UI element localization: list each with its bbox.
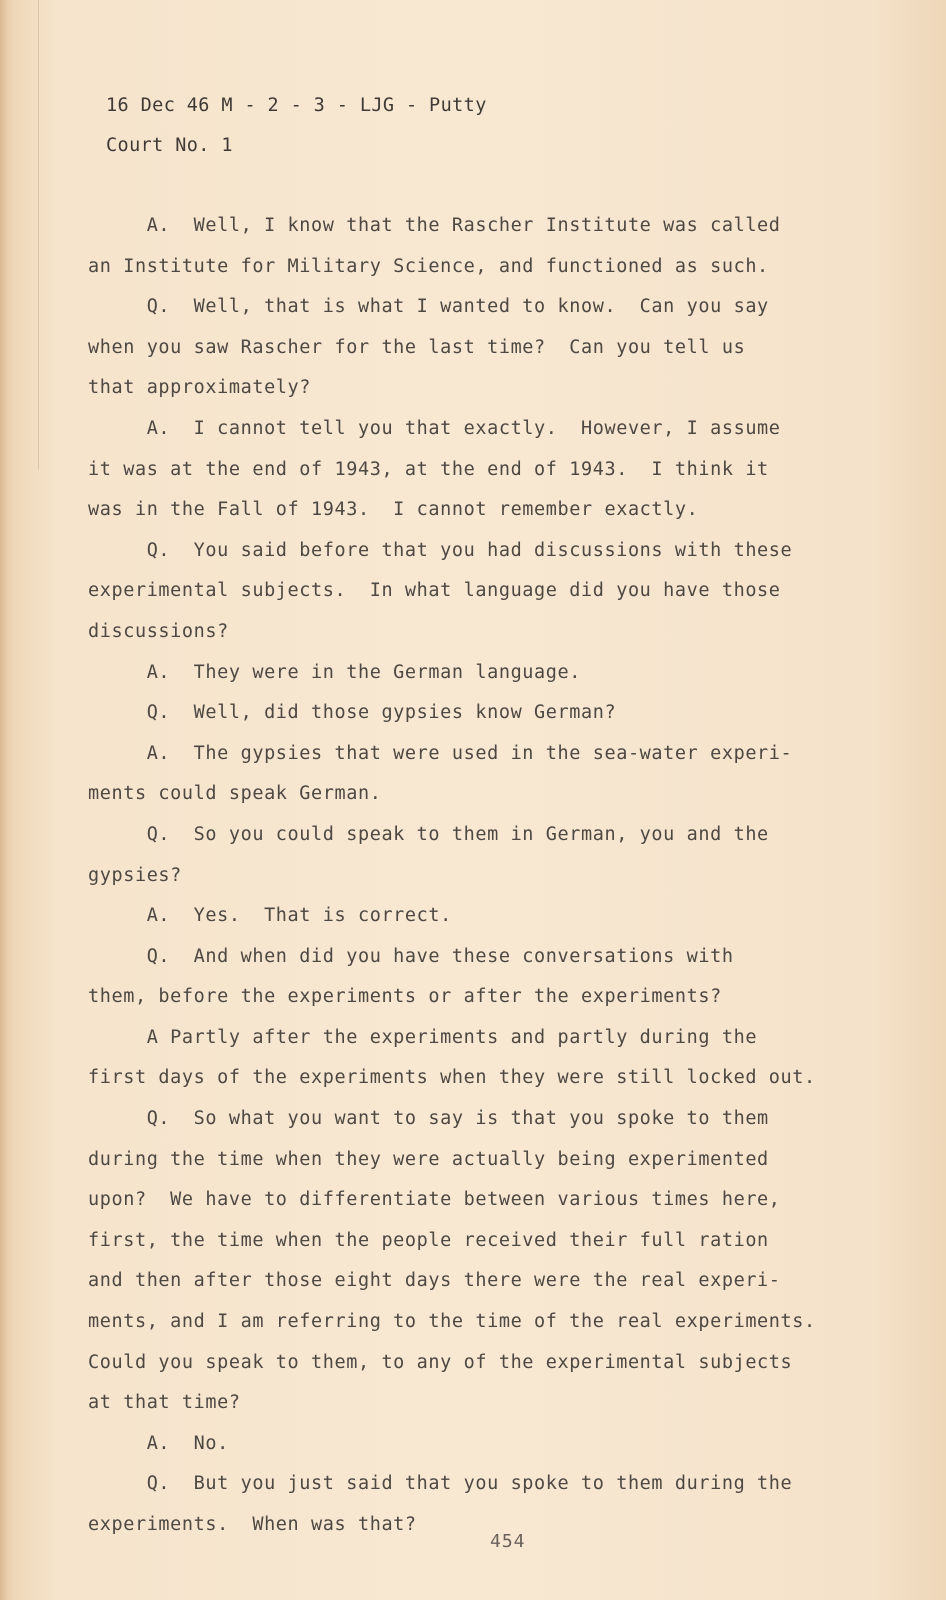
transcript-body bbox=[88, 206, 848, 1546]
transcript-line: A. Yes. That is correct. bbox=[88, 905, 452, 927]
transcript-line: first days of the experiments when they were still locked out. bbox=[88, 1067, 816, 1089]
transcript-line: A. I cannot tell you that exactly. However, I assume bbox=[88, 417, 781, 439]
transcript-line: Q. Well, did those gypsies know German? bbox=[88, 702, 617, 724]
transcript-line: it was at the end of 1943, at the end of 1943. I think it bbox=[88, 458, 769, 480]
transcript-line: A Partly after the experiments and partly during the bbox=[88, 1026, 758, 1048]
transcript-line: Q. You said before that you had discussions with these bbox=[88, 539, 793, 561]
transcript-line: ments, and I am referring to the time of the real experiments. bbox=[88, 1311, 816, 1333]
transcript-line: gypsies? bbox=[88, 864, 182, 886]
transcript-line: and then after those eight days there were the real experi- bbox=[88, 1270, 781, 1292]
transcript-line: Q. So you could speak to them in German, you and the bbox=[88, 823, 769, 845]
transcript-line: an Institute for Military Science, and functioned as such. bbox=[88, 255, 769, 277]
document-header bbox=[106, 86, 487, 166]
transcript-line: A. They were in the German language. bbox=[88, 661, 581, 683]
transcript-line: was in the Fall of 1943. I cannot remember exactly. bbox=[88, 499, 699, 521]
transcript-line: discussions? bbox=[88, 620, 229, 642]
transcript-line: first, the time when the people received their full ration bbox=[88, 1229, 769, 1251]
header-reference-line: 16 Dec 46 M - 2 - 3 - LJG - Putty bbox=[106, 95, 487, 116]
transcript-line: A. Well, I know that the Rascher Institute was called bbox=[88, 215, 781, 236]
transcript-line: during the time when they were actually being experimented bbox=[88, 1148, 769, 1170]
transcript-line: them, before the experiments or after the experiments? bbox=[88, 986, 722, 1008]
transcript-line: ments could speak German. bbox=[88, 783, 382, 805]
transcript-line: experiments. When was that? bbox=[88, 1514, 417, 1535]
paper-fold-line bbox=[38, 0, 39, 470]
transcript-line: Q. So what you want to say is that you spoke to them bbox=[88, 1108, 769, 1130]
transcript-line: Q. Well, that is what I wanted to know. Can you say bbox=[88, 296, 769, 318]
transcript-line: at that time? bbox=[88, 1392, 241, 1414]
transcript-line: when you saw Rascher for the last time? Can you tell us bbox=[88, 336, 746, 358]
transcript-line: Could you speak to them, to any of the experimental subjects bbox=[88, 1351, 793, 1373]
transcript-line: upon? We have to differentiate between various times here, bbox=[88, 1189, 781, 1211]
transcript-line: A. The gypsies that were used in the sea-water experi- bbox=[88, 742, 793, 764]
transcript-line: A. No. bbox=[88, 1432, 229, 1454]
transcript-line: Q. But you just said that you spoke to them during the bbox=[88, 1473, 793, 1495]
page-number: 454 bbox=[490, 1531, 526, 1552]
transcript-line: experimental subjects. In what language did you have those bbox=[88, 580, 781, 602]
transcript-line: Q. And when did you have these conversations with bbox=[88, 945, 734, 967]
header-court-line: Court No. 1 bbox=[106, 135, 233, 156]
transcript-line: that approximately? bbox=[88, 377, 312, 399]
torn-left-edge bbox=[0, 0, 14, 1600]
